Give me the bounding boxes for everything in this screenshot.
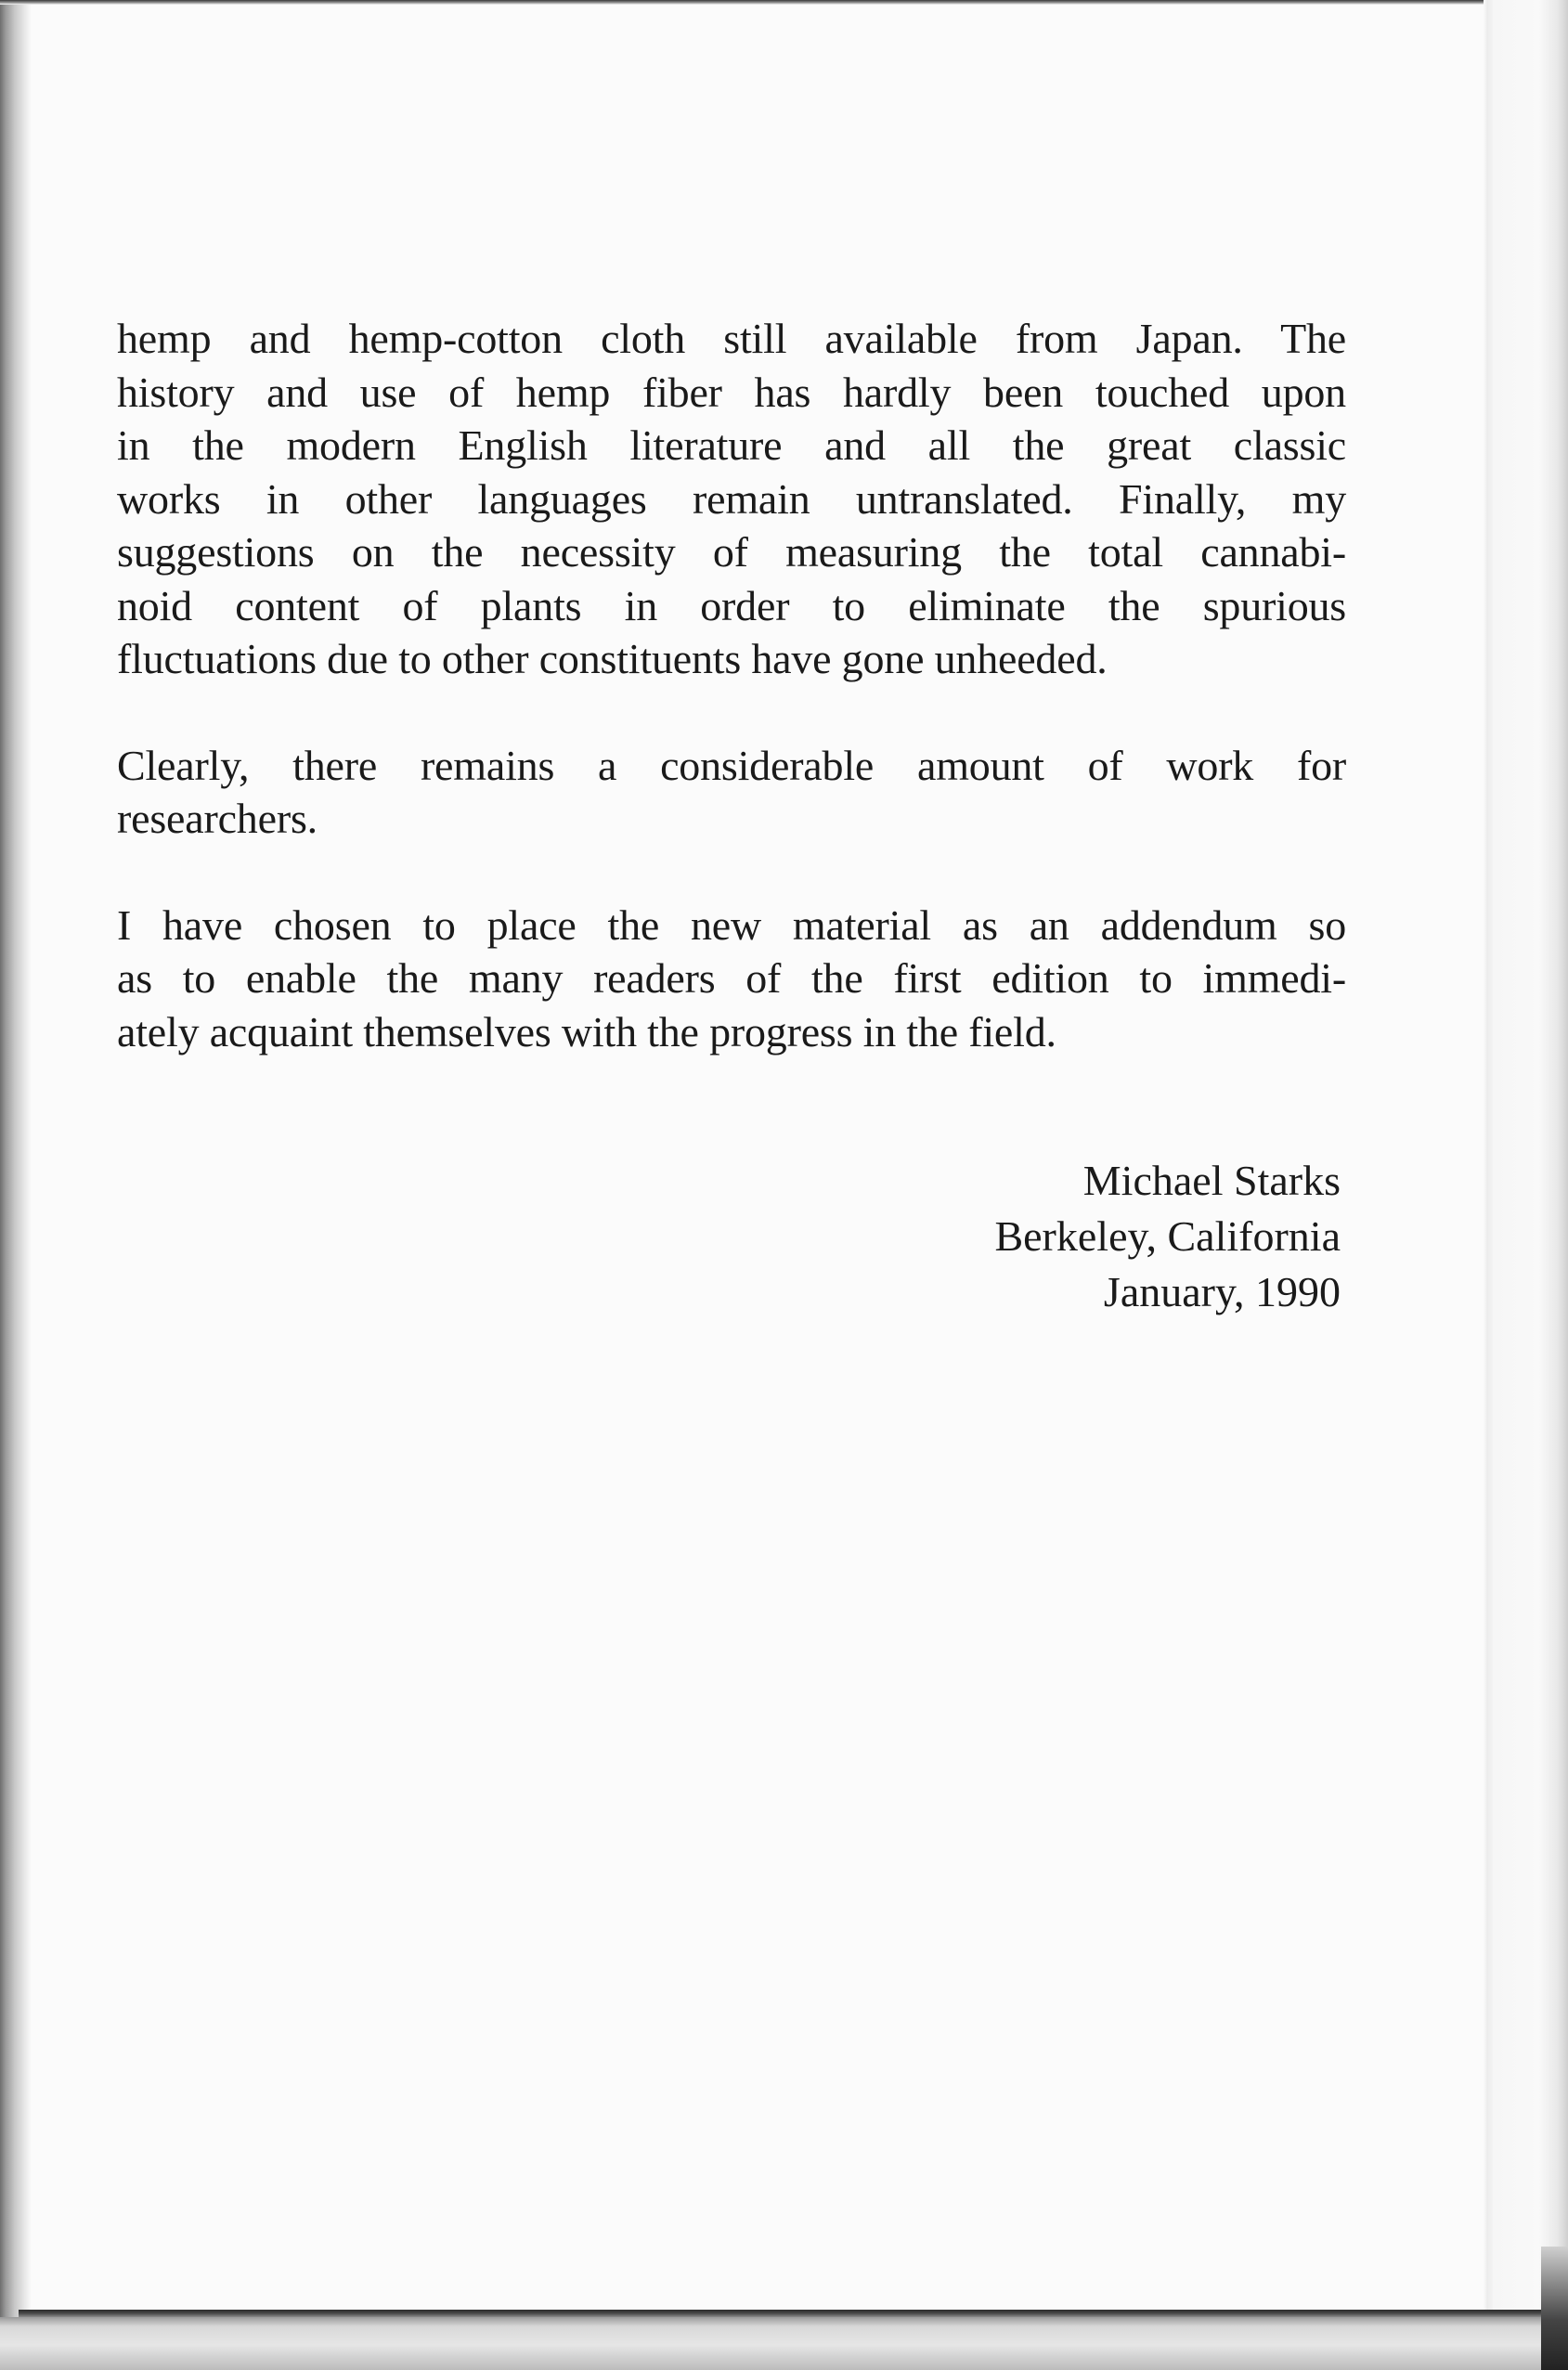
author-name: Michael Starks bbox=[1082, 1157, 1341, 1204]
author-location: Berkeley, California bbox=[994, 1212, 1341, 1260]
page-left-edge-shadow bbox=[0, 0, 32, 2370]
paragraph-2 bbox=[117, 739, 1346, 846]
page-right-fold bbox=[1484, 0, 1493, 2310]
text-line: in the modern English literature and all the great classic bbox=[117, 421, 1346, 469]
text-line: Clearly, there remains a considerable amount of work for bbox=[117, 741, 1346, 789]
text-line: I have chosen to place the new material as an addendum so bbox=[117, 900, 1346, 949]
text-line: history and use of hemp fiber has hardly been touched upon bbox=[117, 368, 1346, 416]
body-text bbox=[117, 312, 1346, 1058]
paragraph-1 bbox=[117, 312, 1346, 686]
signature-date: January, 1990 bbox=[1103, 1268, 1341, 1315]
text-line: suggestions on the necessity of measuring the total cannabi- bbox=[117, 528, 1346, 576]
text-line: researchers. bbox=[117, 795, 317, 842]
text-line: fluctuations due to other constituents have gone unheeded. bbox=[117, 635, 1108, 682]
page-bottom-edge-line bbox=[19, 2310, 1568, 2317]
text-line: as to enable the many readers of the first edition to immedi- bbox=[117, 954, 1346, 1002]
text-line: noid content of plants in order to eliminate the spurious bbox=[117, 581, 1346, 629]
page-corner-shadow bbox=[1541, 2247, 1568, 2370]
page-top-edge bbox=[0, 0, 1568, 5]
text-line: works in other languages remain untranslated. Finally, my bbox=[117, 474, 1346, 523]
text-line: hemp and hemp-cotton cloth still available from Japan. The bbox=[117, 315, 1346, 362]
text-line: ately acquaint themselves with the progress in the field. bbox=[117, 1007, 1056, 1055]
paragraph-3 bbox=[117, 899, 1346, 1059]
page-bottom-edge bbox=[0, 2317, 1568, 2370]
signature-block bbox=[743, 1153, 1341, 1320]
page-right-edge bbox=[1493, 0, 1568, 2370]
